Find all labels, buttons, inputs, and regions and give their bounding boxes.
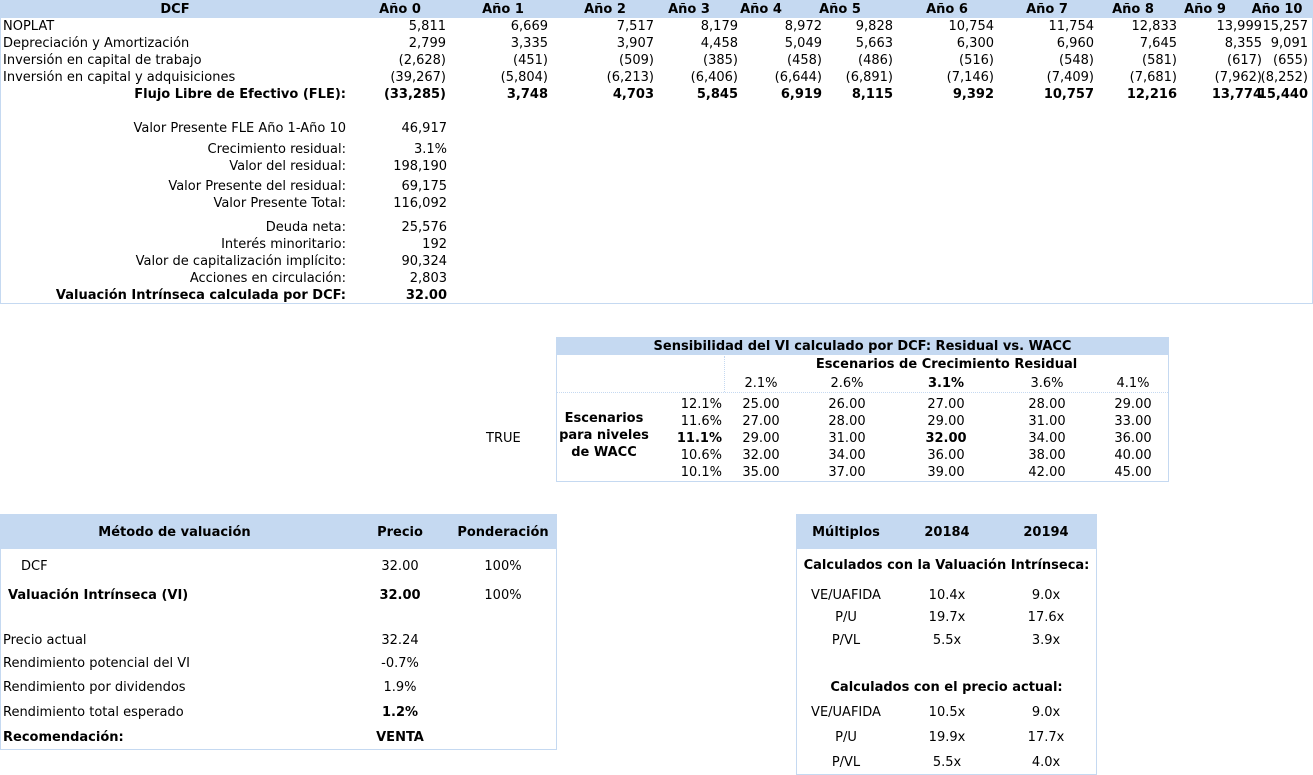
sensitivity-cell: 28.00	[828, 414, 866, 429]
summary-value: 192	[422, 237, 447, 252]
dcf-cell: 7,517	[616, 19, 654, 34]
dcf-year-header: Año 8	[1112, 2, 1154, 17]
valuation-stat-label: Rendimiento total esperado	[3, 705, 184, 720]
dcf-cell: (7,146)	[946, 70, 994, 85]
dcf-row-label: Inversión en capital de trabajo	[3, 53, 202, 68]
dcf-cell: (509)	[619, 53, 654, 68]
dcf-year-header: Año 3	[668, 2, 710, 17]
multiple-label: P/U	[835, 610, 857, 625]
dcf-row-label: Flujo Libre de Efectivo (FLE):	[134, 87, 346, 102]
dcf-cell: 6,960	[1056, 36, 1094, 51]
dcf-year-header: Año 1	[482, 2, 524, 17]
valuation-stat-label: Rendimiento por dividendos	[3, 680, 186, 695]
valuation-method-header: Método de valuación	[98, 525, 251, 540]
dcf-cell: 6,669	[510, 19, 548, 34]
multiple-label: VE/UAFIDA	[811, 705, 881, 720]
sensitivity-cell: 36.00	[927, 448, 965, 463]
summary-label: Valor del residual:	[229, 159, 346, 174]
valuation-method: Valuación Intrínseca (VI)	[8, 588, 189, 603]
dcf-year-header: Año 9	[1184, 2, 1226, 17]
valuation-weight: 100%	[484, 588, 522, 603]
dcf-cell: (33,285)	[383, 87, 446, 102]
summary-label: Valor de capitalización implícito:	[135, 254, 346, 269]
dcf-cell: 6,919	[780, 87, 822, 102]
sensitivity-cell: 34.00	[828, 448, 866, 463]
dcf-year-header: Año 0	[379, 2, 421, 17]
multiples-year2-header: 20194	[1023, 525, 1069, 540]
dcf-cell: 13,774	[1211, 87, 1262, 102]
dcf-year-header: Año 4	[740, 2, 782, 17]
dcf-cell: 13,999	[1216, 19, 1262, 34]
dcf-title: DCF	[160, 2, 190, 17]
multiple-value-y1: 19.9x	[928, 730, 966, 745]
dcf-cell: (617)	[1227, 53, 1262, 68]
multiple-value-y1: 5.5x	[932, 755, 962, 770]
dcf-cell: 8,179	[700, 19, 738, 34]
growth-rate-header: 3.6%	[1030, 376, 1064, 391]
multiples-year1-header: 20184	[924, 525, 970, 540]
dcf-cell: (655)	[1273, 53, 1308, 68]
multiple-value-y2: 17.6x	[1027, 610, 1065, 625]
dcf-year-header: Año 7	[1026, 2, 1068, 17]
dcf-cell: 5,663	[855, 36, 893, 51]
wacc-rate-label: 12.1%	[680, 397, 722, 412]
sensitivity-cell: 26.00	[828, 397, 866, 412]
multiple-label: P/VL	[831, 633, 861, 648]
multiple-label: P/VL	[831, 755, 861, 770]
valuation-price: 32.00	[379, 588, 421, 603]
wacc-rate-label: 10.1%	[680, 465, 722, 480]
multiple-value-y1: 10.5x	[928, 705, 966, 720]
summary-value: 2,803	[409, 271, 447, 286]
valuation-stat-value: 1.2%	[381, 705, 419, 720]
sensitivity-cell: 38.00	[1028, 448, 1066, 463]
multiple-value-y1: 5.5x	[932, 633, 962, 648]
summary-label: Crecimiento residual:	[207, 142, 346, 157]
sensitivity-cell: 40.00	[1114, 448, 1152, 463]
dcf-year-header: Año 5	[819, 2, 861, 17]
summary-label: Valuación Intrínseca calculada por DCF:	[55, 288, 346, 303]
summary-value: 198,190	[393, 159, 447, 174]
dcf-cell: 11,754	[1048, 19, 1094, 34]
summary-label: Deuda neta:	[265, 220, 346, 235]
dcf-cell: 9,392	[952, 87, 994, 102]
summary-label: Acciones en circulación:	[189, 271, 346, 286]
valuation-stat-value: -0.7%	[381, 656, 419, 671]
multiple-value-y2: 4.0x	[1031, 755, 1061, 770]
sensitivity-cell: 34.00	[1028, 431, 1066, 446]
summary-label: Valor Presente Total:	[213, 196, 346, 211]
dcf-cell: 15,257	[1262, 19, 1308, 34]
wacc-rate-label: 10.6%	[680, 448, 722, 463]
summary-value: 32.00	[405, 288, 447, 303]
sensitivity-cell: 25.00	[742, 397, 780, 412]
sensitivity-cell: 45.00	[1114, 465, 1152, 480]
summary-value: 116,092	[393, 196, 447, 211]
multiple-value-y1: 10.4x	[928, 588, 966, 603]
valuation-stat-label: Rendimiento potencial del VI	[3, 656, 190, 671]
summary-label: Valor Presente del residual:	[168, 179, 346, 194]
dcf-cell: 8,115	[851, 87, 893, 102]
dcf-cell: (548)	[1059, 53, 1094, 68]
sensitivity-cell: 32.00	[925, 431, 967, 446]
sensitivity-cell: 29.00	[927, 414, 965, 429]
summary-value: 46,917	[401, 121, 447, 136]
wacc-rate-label: 11.6%	[680, 414, 722, 429]
dcf-cell: 4,703	[612, 87, 654, 102]
dcf-cell: (458)	[787, 53, 822, 68]
sensitivity-cell: 32.00	[742, 448, 780, 463]
dcf-cell: (5,804)	[500, 70, 548, 85]
dcf-cell: (6,644)	[774, 70, 822, 85]
summary-label: Interés minoritario:	[221, 237, 346, 252]
multiples-section-intrinsic: Calculados con la Valuación Intrínseca:	[803, 558, 1090, 573]
sensitivity-cell: 31.00	[1028, 414, 1066, 429]
dcf-cell: (516)	[959, 53, 994, 68]
dcf-cell: 12,216	[1126, 87, 1177, 102]
sensitivity-cell: 37.00	[828, 465, 866, 480]
summary-value: 90,324	[401, 254, 447, 269]
sensitivity-cell: 39.00	[927, 465, 965, 480]
growth-scenarios-label: Escenarios de Crecimiento Residual	[815, 357, 1078, 372]
dcf-cell: 3,907	[616, 36, 654, 51]
summary-label: Valor Presente FLE Año 1-Año 10	[133, 121, 346, 136]
dcf-cell: 4,458	[700, 36, 738, 51]
wacc-scenarios-label: Escenarios para niveles de WACC	[559, 411, 649, 460]
dcf-row-label: NOPLAT	[3, 19, 55, 34]
dcf-cell: 3,748	[506, 87, 548, 102]
valuation-method: DCF	[21, 559, 48, 574]
multiple-value-y2: 3.9x	[1031, 633, 1061, 648]
dcf-cell: 12,833	[1131, 19, 1177, 34]
dcf-cell: 8,355	[1224, 36, 1262, 51]
flag-value: TRUE	[486, 431, 521, 446]
valuation-stat-value: 32.24	[381, 633, 419, 648]
valuation-weight: 100%	[484, 559, 522, 574]
sensitivity-cell: 42.00	[1028, 465, 1066, 480]
summary-value: 3.1%	[413, 142, 447, 157]
summary-value: 69,175	[401, 179, 447, 194]
dcf-cell: (39,267)	[390, 70, 446, 85]
dcf-cell: 15,440	[1257, 87, 1308, 102]
growth-rate-header: 3.1%	[927, 376, 965, 391]
dcf-year-header: Año 2	[584, 2, 626, 17]
multiple-label: P/U	[835, 730, 857, 745]
valuation-stat-label: Precio actual	[3, 633, 87, 648]
sensitivity-cell: 33.00	[1114, 414, 1152, 429]
dcf-cell: (6,406)	[690, 70, 738, 85]
dcf-cell: (486)	[858, 53, 893, 68]
dcf-row-label: Inversión en capital y adquisiciones	[3, 70, 236, 85]
dcf-cell: 5,811	[408, 19, 446, 34]
multiples-section-current: Calculados con el precio actual:	[830, 680, 1063, 695]
dcf-cell: 5,845	[696, 87, 738, 102]
valuation-price: 32.00	[381, 559, 419, 574]
dcf-cell: 3,335	[510, 36, 548, 51]
growth-rate-header: 2.1%	[744, 376, 778, 391]
multiple-label: VE/UAFIDA	[811, 588, 881, 603]
summary-value: 25,576	[401, 220, 447, 235]
sensitivity-cell: 35.00	[742, 465, 780, 480]
dcf-cell: 7,645	[1139, 36, 1177, 51]
sensitivity-cell: 27.00	[927, 397, 965, 412]
dcf-cell: (6,213)	[606, 70, 654, 85]
valuation-stat-label: Recomendación:	[3, 730, 124, 745]
wacc-rate-label: 11.1%	[676, 431, 722, 446]
sensitivity-cell: 36.00	[1114, 431, 1152, 446]
dcf-cell: (2,628)	[398, 53, 446, 68]
sensitivity-cell: 29.00	[1114, 397, 1152, 412]
dcf-cell: (7,962)	[1214, 70, 1262, 85]
multiple-value-y2: 9.0x	[1031, 705, 1061, 720]
sensitivity-cell: 27.00	[742, 414, 780, 429]
dcf-cell: (8,252)	[1260, 70, 1308, 85]
sensitivity-cell: 29.00	[742, 431, 780, 446]
valuation-weight-header: Ponderación	[457, 525, 549, 540]
dcf-row-label: Depreciación y Amortización	[3, 36, 190, 51]
dcf-cell: (581)	[1142, 53, 1177, 68]
dcf-cell: (7,681)	[1129, 70, 1177, 85]
dcf-cell: 6,300	[956, 36, 994, 51]
dcf-cell: 5,049	[784, 36, 822, 51]
dcf-cell: (7,409)	[1046, 70, 1094, 85]
sensitivity-divider-h	[557, 392, 1168, 393]
multiple-value-y2: 9.0x	[1031, 588, 1061, 603]
dcf-cell: (451)	[513, 53, 548, 68]
dcf-cell: (385)	[703, 53, 738, 68]
dcf-cell: 8,972	[784, 19, 822, 34]
dcf-cell: 9,828	[855, 19, 893, 34]
dcf-cell: (6,891)	[845, 70, 893, 85]
dcf-cell: 2,799	[408, 36, 446, 51]
growth-rate-header: 2.6%	[830, 376, 864, 391]
multiples-header: Múltiplos	[812, 525, 880, 540]
dcf-cell: 10,757	[1043, 87, 1094, 102]
multiple-value-y2: 17.7x	[1027, 730, 1065, 745]
dcf-cell: 10,754	[948, 19, 994, 34]
sensitivity-title: Sensibilidad del VI calculado por DCF: Residual vs. WACC	[653, 339, 1072, 354]
valuation-price-header: Precio	[377, 525, 423, 540]
sensitivity-cell: 28.00	[1028, 397, 1066, 412]
multiple-value-y1: 19.7x	[928, 610, 966, 625]
dcf-year-header: Año 10	[1251, 2, 1303, 17]
growth-rate-header: 4.1%	[1116, 376, 1150, 391]
dcf-cell: 9,091	[1270, 36, 1308, 51]
dcf-year-header: Año 6	[926, 2, 968, 17]
valuation-stat-value: 1.9%	[383, 680, 417, 695]
sensitivity-cell: 31.00	[828, 431, 866, 446]
valuation-stat-value: VENTA	[376, 730, 424, 745]
